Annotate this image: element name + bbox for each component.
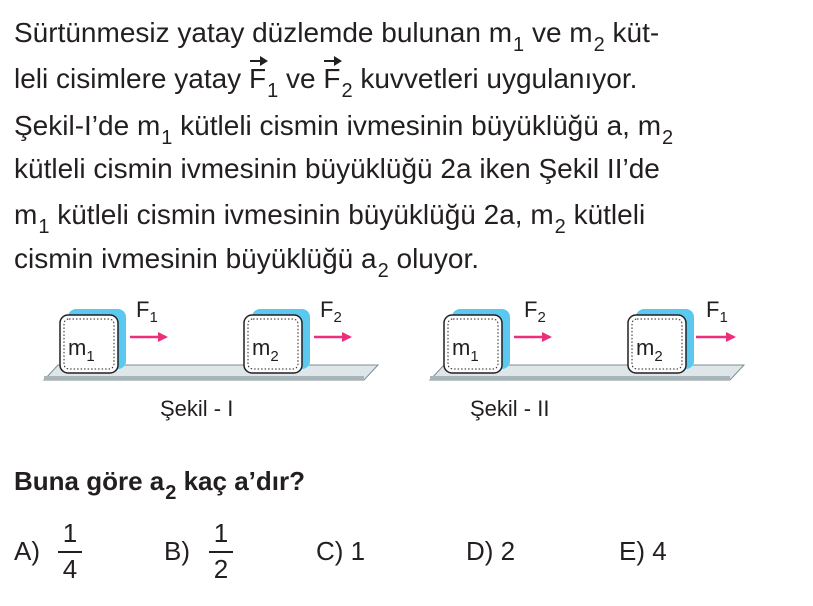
problem-line-5: $m_1$ kütleli cismin ivmesinin büyüklüğü 2a, $m_2$ kütleli: [14, 199, 646, 238]
force-label-fig2-f2: $F_2$: [524, 297, 546, 326]
caption-figure-2: Şekil - II: [470, 396, 550, 421]
force-label-fig1-f1: $F_1$: [136, 297, 158, 326]
force-vector-f2: F: [323, 63, 341, 94]
mass-label-fig1-m2: $m_2$: [252, 335, 279, 365]
option-e[interactable]: E) 4: [619, 536, 667, 566]
problem-line-1: Sürtünmesiz yatay düzlemde bulunan $m_1$ ve $m_2$ küt-: [14, 17, 660, 56]
problem-line-2: leli cisimlere yatay $F_1$ ve $F_2$ kuvvetleri uygulanıyor.: [14, 63, 638, 102]
mass-label-fig2-m1: $m_1$: [452, 335, 479, 365]
mass-label-fig1-m1: $m_1$: [68, 335, 95, 365]
problem-line-4: kütleli cismin ivmesinin büyüklüğü 2a iken Şekil II’de: [14, 153, 660, 184]
question-text: Buna göre $a_2$ kaç a’dır?: [14, 466, 305, 504]
option-b-label: B): [164, 536, 190, 566]
force-label-fig2-f1: $F_1$: [706, 297, 728, 326]
option-c[interactable]: C) 1: [316, 536, 366, 566]
caption-figure-1: Şekil - I: [160, 396, 234, 421]
problem-line-3: Şekil-I’de $m_1$ kütleli cismin ivmesinin büyüklüğü a, $m_2$: [14, 110, 674, 149]
option-d[interactable]: D) 2: [466, 536, 516, 566]
option-a-label: A): [14, 536, 40, 566]
force-vector-f1: F: [248, 63, 267, 94]
fraction-bar: [209, 551, 233, 553]
problem-line-6: cismin ivmesinin büyüklüğü $a_2$ oluyor.: [14, 243, 480, 282]
mass-label-fig2-m2: $m_2$: [636, 335, 663, 365]
fraction-bar: [58, 551, 82, 553]
force-label-fig1-f2: $F_2$: [320, 297, 342, 326]
